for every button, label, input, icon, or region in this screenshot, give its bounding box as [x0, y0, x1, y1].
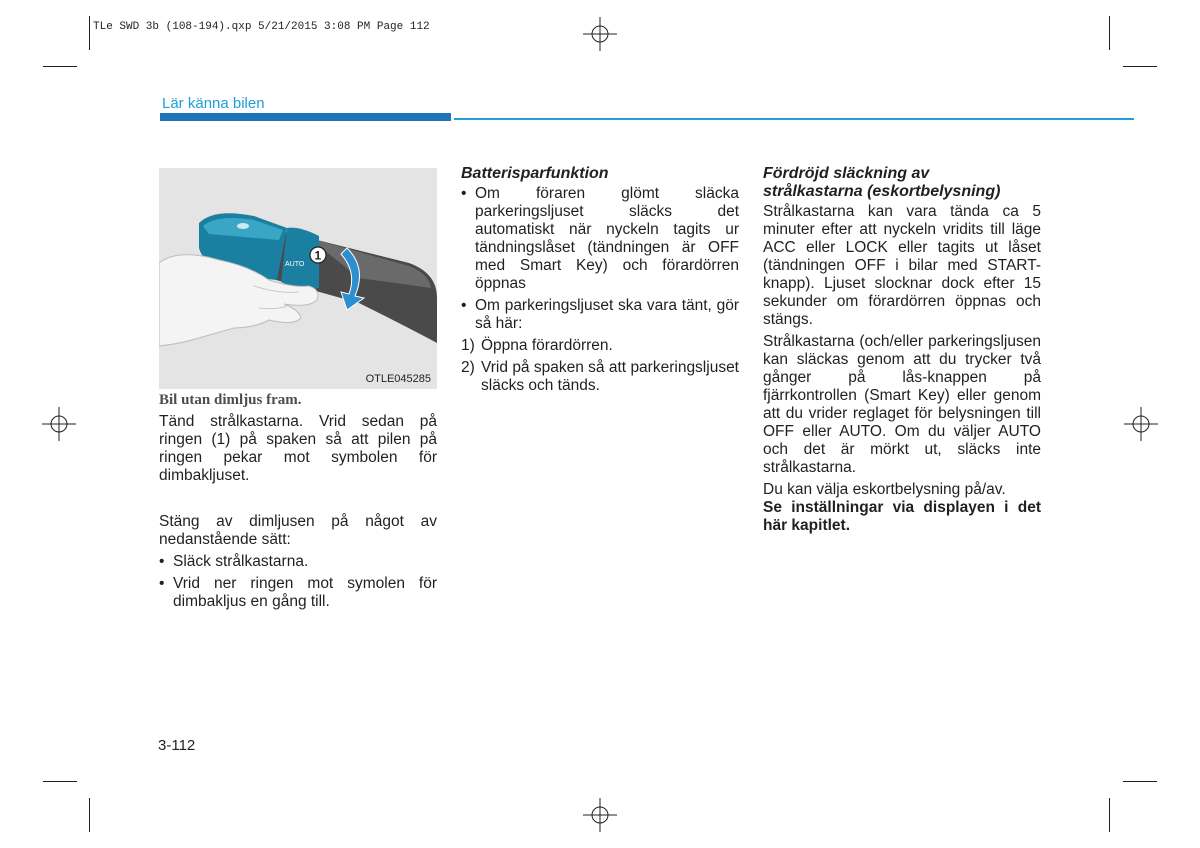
headlight-lever-illustration-icon — [159, 168, 437, 389]
section-heading: strålkastarna (eskortbelysning) — [763, 183, 1001, 200]
step-number: 2) — [461, 359, 475, 376]
paragraph: Strålkastarna (och/eller parkeringsljusen kan släckas genom att du trycker två gånger på lås-knappen på fjärrkontrollen (Smart Key) eller genom att du vrider reglaget för belysningen till OFF eller AUTO. Om du väljer AUTO och det är mörkt ut, släcks inte strålkastarna. — [763, 333, 1041, 476]
crop-mark — [43, 66, 77, 67]
paragraph-bold: Se inställningar via displayen i det här kapitlet. — [763, 499, 1041, 534]
bullet-item: • Vrid ner ringen mot symolen för dimbakljus en gång till. — [159, 575, 437, 611]
header-rule-light — [454, 118, 1134, 120]
crop-mark — [89, 798, 90, 832]
bullet-item: • Om föraren glömt släcka parkeringsljuset släcks det automatiskt när nyckeln tagits ur tändningslåset (tändningen är OFF med Smart Key) och förardörren öppnas — [461, 185, 739, 293]
section-heading: Fördröjd släckning av — [763, 165, 930, 182]
step-text: Vrid på spaken så att parkeringsljuset släcks och tänds. — [481, 359, 739, 394]
step-number: 1) — [461, 337, 475, 354]
registration-mark-icon — [1124, 407, 1158, 441]
crop-mark — [1123, 781, 1157, 782]
lever-auto-label: AUTO — [285, 261, 305, 268]
column-middle — [461, 165, 739, 395]
lever-photo — [159, 168, 437, 389]
print-slug: TLe SWD 3b (108-194).qxp 5/21/2015 3:08 PM Page 112 — [93, 21, 430, 33]
crop-mark — [89, 16, 90, 50]
crop-mark — [43, 781, 77, 782]
crop-mark — [1109, 798, 1110, 832]
step-text: Öppna förardörren. — [481, 337, 613, 354]
crop-mark — [1109, 16, 1110, 50]
registration-mark-icon — [583, 798, 617, 832]
paragraph: Strålkastarna kan vara tända ca 5 minuter efter att nyckeln vridits till läge ACC eller LOCK eller tagits ut låset (tändningen OFF i bilar med START-knapp). Ljuset slocknar dock efter 15 sekunder om förardörren öppnas och stängs. — [763, 203, 1041, 328]
callout-number: 1 — [314, 248, 322, 263]
registration-mark-icon — [42, 407, 76, 441]
registration-mark-icon — [583, 17, 617, 51]
numbered-step — [461, 359, 739, 395]
section-title: Lär känna bilen — [162, 95, 265, 112]
crop-mark — [1123, 66, 1157, 67]
header-rule-dark — [160, 113, 451, 121]
paragraph: Stäng av dimljusen på något av nedanstående sätt: — [159, 513, 437, 548]
column-right — [763, 165, 1041, 535]
bullet-item: • Om parkeringsljuset ska vara tänt, gör så här: — [461, 297, 739, 333]
page-number: 3-112 — [158, 737, 196, 754]
paragraph: Tänd strålkastarna. Vrid sedan på ringen (1) på spaken så att pilen på ringen pekar mot symbolen för dimbakljuset. — [159, 413, 437, 484]
figure-caption: Bil utan dimljus fram. — [159, 392, 302, 408]
section-heading: Batterisparfunktion — [461, 165, 609, 182]
numbered-step — [461, 337, 739, 355]
paragraph: Du kan välja eskortbelysning på/av. — [763, 481, 1006, 498]
bullet-item: • Släck strålkastarna. — [159, 553, 437, 571]
figure-code: OTLE045285 — [365, 373, 431, 385]
column-left — [159, 391, 437, 611]
